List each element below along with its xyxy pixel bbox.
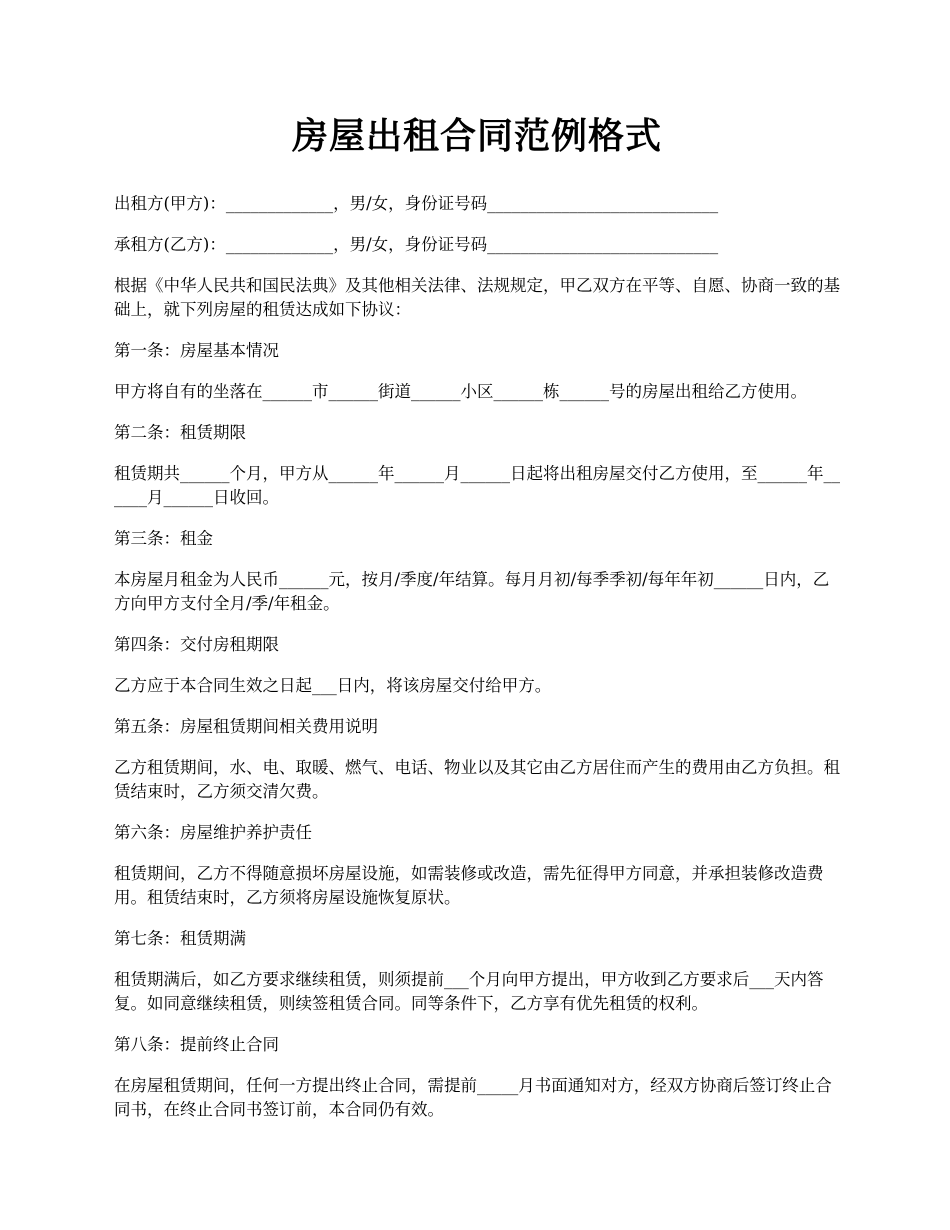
preamble-paragraph: 根据《中华人民共和国民法典》及其他相关法律、法规规定，甲乙双方在平等、自愿、协商一致的基础上，就下列房屋的租赁达成如下协议：: [114, 276, 840, 319]
lessor-line: 出租方(甲方)：_____________，男/女，身份证号码____________________________: [114, 194, 719, 213]
article-2-body: 租赁期共______个月，甲方从______年______月______日起将出租房屋交付乙方使用，至______年______月______日收回。: [114, 464, 840, 507]
article-8-body: 在房屋租赁期间，任何一方提出终止合同，需提前_____月书面通知对方，经双方协商后签订终止合同书，在终止合同书签订前，本合同仍有效。: [114, 1076, 832, 1119]
article-3-heading: 第三条：租金: [114, 529, 213, 548]
article-5-heading: 第五条：房屋租赁期间相关费用说明: [114, 717, 378, 736]
article-3-body: 本房屋月租金为人民币______元，按月/季度/年结算。每月月初/每季季初/每年年初______日内，乙方向甲方支付全月/季/年租金。: [114, 570, 830, 613]
article-8-heading: 第八条：提前终止合同: [114, 1035, 279, 1054]
article-2-heading: 第二条：租赁期限: [114, 423, 246, 442]
lessee-line: 承租方(乙方)：_____________，男/女，身份证号码____________________________: [114, 235, 719, 254]
article-7-heading: 第七条：租赁期满: [114, 929, 246, 948]
article-1-heading: 第一条：房屋基本情况: [114, 341, 279, 360]
article-6-heading: 第六条：房屋维护养护责任: [114, 823, 312, 842]
article-4-body: 乙方应于本合同生效之日起___日内，将该房屋交付给甲方。: [114, 676, 552, 695]
article-4-heading: 第四条：交付房租期限: [114, 635, 279, 654]
article-7-body: 租赁期满后，如乙方要求继续租赁，则须提前___个月向甲方提出，甲方收到乙方要求后___天内答复。如同意继续租赁，则续签租赁合同。同等条件下，乙方享有优先租赁的权利。: [114, 970, 824, 1013]
document-title: 房屋出租合同范例格式: [291, 115, 662, 157]
article-5-body: 乙方租赁期间，水、电、取暖、燃气、电话、物业以及其它由乙方居住而产生的费用由乙方负担。租赁结束时，乙方须交清欠费。: [114, 758, 840, 801]
article-1-body: 甲方将自有的坐落在______市______街道______小区______栋______号的房屋出租给乙方使用。: [114, 382, 807, 401]
article-6-body: 租赁期间，乙方不得随意损坏房屋设施，如需装修或改造，需先征得甲方同意，并承担装修改造费用。租赁结束时，乙方须将房屋设施恢复原状。: [114, 864, 824, 907]
